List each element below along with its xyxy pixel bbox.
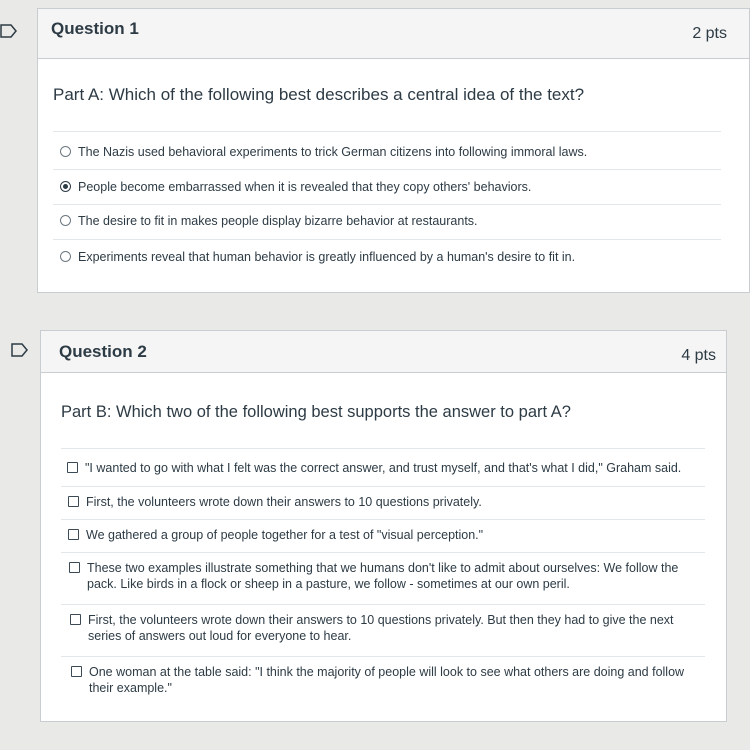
answer-text: We gathered a group of people together for a test of "visual perception." (86, 528, 484, 542)
question-card-1 (37, 8, 750, 293)
radio-button[interactable] (60, 146, 71, 157)
question-prompt: Part B: Which two of the following best supports the answer to part A? (61, 403, 571, 421)
answer-list (61, 448, 705, 711)
answer-text: First, the volunteers wrote down their answers to 10 questions privately. (86, 495, 482, 509)
flag-question-icon[interactable] (11, 343, 29, 357)
answer-text: One woman at the table said: "I think the majority of people will look to see what others are doing and follow their example." (89, 665, 685, 695)
radio-button[interactable] (60, 215, 71, 226)
question-title: Question 2 (59, 342, 147, 361)
answer-option[interactable] (61, 552, 705, 604)
answer-option[interactable] (61, 486, 705, 519)
answer-text: The desire to fit in makes people display bizarre behavior at restaurants. (78, 214, 478, 228)
question-points: 2 pts (692, 25, 727, 42)
radio-button-selected[interactable] (60, 181, 71, 192)
question-prompt: Part A: Which of the following best describes a central idea of the text? (53, 85, 585, 104)
question-card-2 (40, 330, 727, 722)
checkbox[interactable] (71, 666, 82, 677)
answer-text: "I wanted to go with what I felt was the correct answer, and trust myself, and that's what I did," Graham said. (85, 461, 682, 475)
answer-option[interactable] (61, 448, 705, 486)
answer-option[interactable] (61, 656, 705, 711)
answer-text: Experiments reveal that human behavior is greatly influenced by a human's desire to fit in. (78, 250, 576, 264)
answer-option[interactable] (53, 131, 721, 169)
answer-text: People become embarrassed when it is revealed that they copy others' behaviors. (78, 180, 532, 194)
question-header-1 (38, 9, 749, 59)
answer-text: The Nazis used behavioral experiments to trick German citizens into following immoral laws. (78, 145, 588, 159)
answer-list (53, 131, 721, 275)
checkbox[interactable] (68, 496, 79, 507)
checkbox[interactable] (68, 529, 79, 540)
answer-option[interactable] (61, 519, 705, 552)
answer-text: These two examples illustrate something that we humans don't like to admit about ourselves: We follow the pack. Like birds in a flock or sheep in a pasture, we follow - sometimes at our own peril. (87, 561, 679, 591)
checkbox[interactable] (67, 462, 78, 473)
checkbox[interactable] (69, 562, 80, 573)
question-header-2 (41, 331, 726, 373)
checkbox[interactable] (70, 614, 81, 625)
answer-option[interactable] (61, 604, 705, 656)
flag-question-icon[interactable] (0, 24, 18, 38)
answer-option[interactable] (53, 239, 721, 275)
question-title: Question 1 (51, 19, 139, 38)
radio-button[interactable] (60, 251, 71, 262)
question-points: 4 pts (681, 347, 716, 364)
answer-text: First, the volunteers wrote down their answers to 10 questions privately. But then they had to give the next series of answers out loud for everyone to hear. (88, 613, 674, 643)
answer-option[interactable] (53, 204, 721, 239)
answer-option-selected[interactable] (53, 169, 721, 204)
